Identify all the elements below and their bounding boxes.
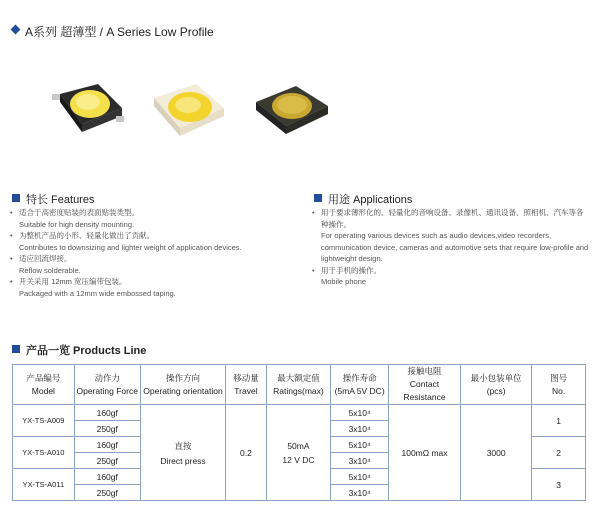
- header-packing: 最小包装单位 (pcs): [461, 365, 532, 405]
- packing-cell: 3000: [461, 405, 532, 501]
- life-cell: 5x10⁴: [331, 437, 389, 453]
- model-cell: YX-TS-A010: [13, 437, 75, 469]
- header-life: 操作寿命 (5mA 5V DC): [331, 365, 389, 405]
- feature-item-en: Suitable for high density mounting.: [19, 219, 135, 229]
- life-cell: 3x10⁴: [331, 453, 389, 469]
- page-title: A系列 超薄型 / A Series Low Profile: [25, 25, 214, 39]
- switch-image-a010: [148, 80, 228, 140]
- force-cell: 160gf: [74, 405, 140, 421]
- header-operating-force: 动作力 Operating Force: [74, 365, 140, 405]
- features-title: 特长 Features: [26, 194, 95, 206]
- figure-cell: 1: [532, 405, 586, 437]
- figure-cell: 2: [532, 437, 586, 469]
- feature-item-cn: • 适应回流焊接。: [10, 253, 300, 265]
- force-cell: 160gf: [74, 469, 140, 485]
- force-cell: 250gf: [74, 453, 140, 469]
- life-cell: 5x10⁴: [331, 405, 389, 421]
- model-cell: YX-TS-A009: [13, 405, 75, 437]
- header-ratings: 最大额定值 Ratings(max): [266, 365, 331, 405]
- feature-item-en: Packaged with a 12mm wide embossed taping.: [19, 288, 176, 298]
- orientation-cell: [140, 405, 225, 501]
- life-cell: 3x10⁴: [331, 485, 389, 501]
- orientation-cn: 直按: [174, 440, 192, 451]
- travel-cell: 0.2: [226, 405, 266, 501]
- products-table: [12, 364, 586, 501]
- feature-item-cn: • 开关采用 12mm 宽压编带包装。: [10, 276, 300, 288]
- feature-item-en: Contributes to downsizing and lighter weight of application devices.: [19, 242, 242, 252]
- force-cell: 250gf: [74, 421, 140, 437]
- header-travel: 移动量 Travel: [226, 365, 266, 405]
- application-item-cn: • 用于手机的操作。: [312, 265, 590, 277]
- orientation-en: Direct press: [160, 455, 206, 466]
- ratings-cell: [266, 405, 331, 501]
- application-item-en: For operating various devices such as audio devices,video recorders, communication device, cameras and automotive sets that require low-profile and lightweight design.: [321, 231, 589, 263]
- products-title: 产品一览 Products Line: [26, 345, 147, 357]
- applications-square-icon: [314, 194, 322, 202]
- ratings-voltage: 12 V DC: [282, 454, 315, 465]
- force-cell: 250gf: [74, 485, 140, 501]
- feature-item-cn: • 为整机产品的小形、轻量化做出了贡献。: [10, 230, 300, 242]
- header-model: 产品编号 Model: [13, 365, 75, 405]
- model-cell: YX-TS-A011: [13, 469, 75, 501]
- life-cell: 3x10⁴: [331, 421, 389, 437]
- header-resistance: 接触电阻 Contact Resistance: [389, 365, 461, 405]
- switch-image-a011: [252, 82, 332, 138]
- table-header-row: [13, 365, 586, 405]
- application-item-en: Mobile phone: [321, 277, 367, 286]
- header-figure: 图号 No.: [532, 365, 586, 405]
- table-row: [13, 405, 586, 421]
- products-square-icon: [12, 345, 20, 353]
- feature-item-en: Reflow solderable.: [19, 265, 81, 275]
- features-square-icon: [12, 194, 20, 202]
- application-item-cn: • 用于要求薄形化的、轻量化的音响设备、录像机、通讯设备、照相机、汽车等各种操作。: [312, 207, 590, 230]
- switch-image-a009: [52, 80, 124, 138]
- force-cell: 160gf: [74, 437, 140, 453]
- diamond-bullet-icon: [11, 25, 21, 35]
- applications-title: 用途 Applications: [328, 194, 413, 206]
- resistance-cell: 100mΩ max: [389, 405, 461, 501]
- feature-item-cn: • 适合于高密度贴装的表面贴装类型。: [10, 207, 300, 219]
- ratings-current: 50mA: [287, 440, 310, 451]
- header-orientation: 操作方向 Operating orientation: [140, 365, 225, 405]
- life-cell: 5x10⁴: [331, 469, 389, 485]
- features-list: [10, 207, 300, 299]
- applications-list: [312, 207, 590, 288]
- figure-cell: 3: [532, 469, 586, 501]
